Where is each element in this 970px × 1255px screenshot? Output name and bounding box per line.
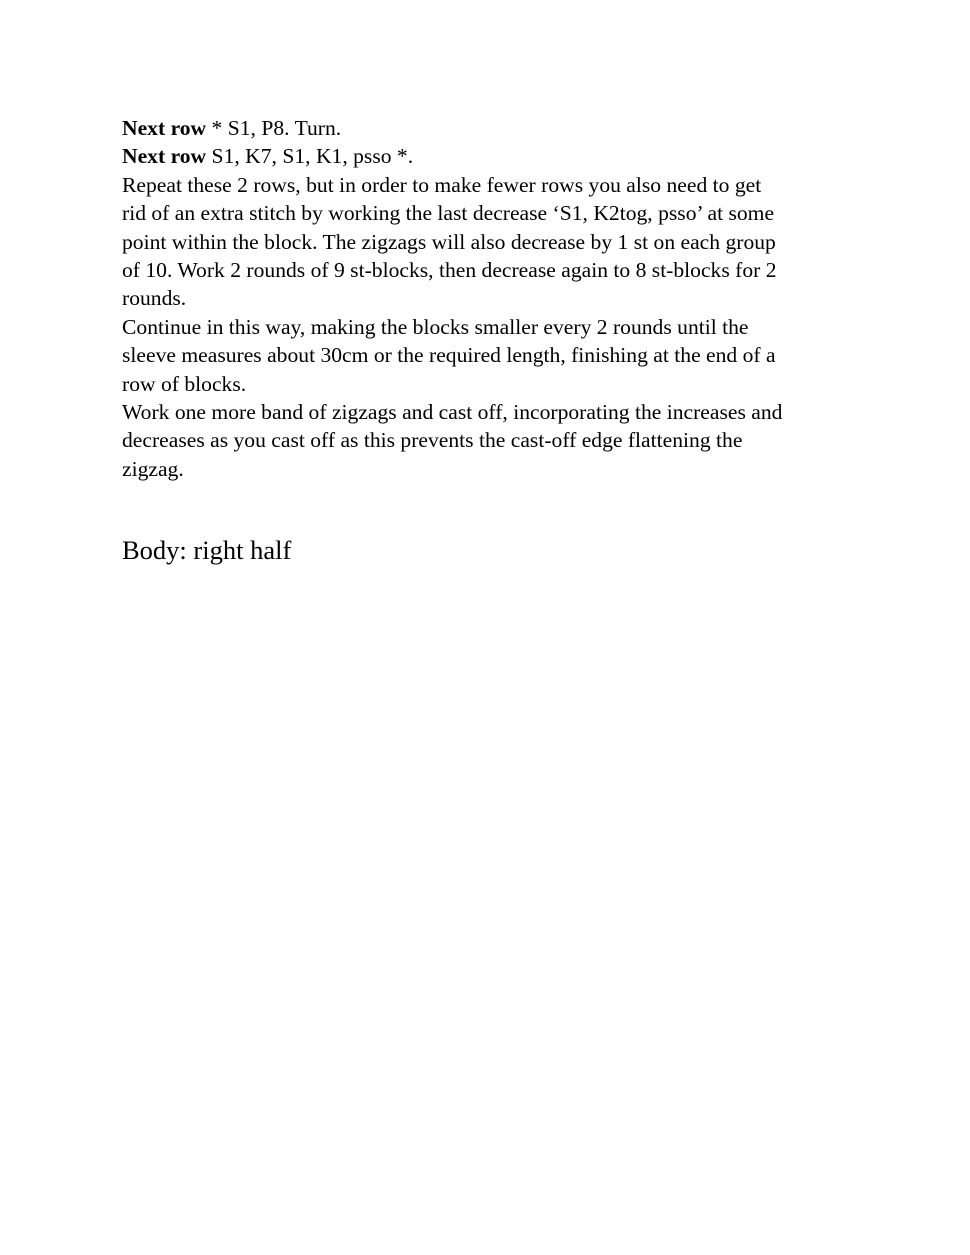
instruction-line xyxy=(122,142,852,170)
paragraph-line: row of blocks. xyxy=(122,371,247,396)
section-heading: Body: right half xyxy=(122,535,292,565)
instruction-text: S1, K7, S1, K1, psso *. xyxy=(206,144,414,169)
paragraph-line: of 10. Work 2 rounds of 9 st-blocks, then decrease again to 8 st-blocks for 2 xyxy=(122,258,777,283)
instruction-text: * S1, P8. Turn. xyxy=(206,116,342,140)
paragraph-line: Work one more band of zigzags and cast off, incorporating the increases and xyxy=(122,400,783,425)
paragraph-cast-off xyxy=(122,398,852,483)
paragraph-line: Repeat these 2 rows, but in order to make fewer rows you also need to get xyxy=(122,172,762,197)
paragraph-repeat xyxy=(122,171,852,313)
document-body xyxy=(122,114,852,483)
paragraph-line: rid of an extra stitch by working the last decrease ‘S1, K2tog, psso’ at some xyxy=(122,201,775,226)
paragraph-line: rounds. xyxy=(122,286,187,311)
paragraph-line: decreases as you cast off as this prevents the cast-off edge flattening the xyxy=(122,428,743,453)
instruction-line xyxy=(122,114,852,142)
paragraph-line: zigzag. xyxy=(122,456,184,481)
paragraph-continue xyxy=(122,313,852,398)
paragraph-line: Continue in this way, making the blocks smaller every 2 rounds until the xyxy=(122,314,749,339)
instruction-label: Next row xyxy=(122,116,207,140)
paragraph-line: point within the block. The zigzags will also decrease by 1 st on each group xyxy=(122,229,776,254)
paragraph-line: sleeve measures about 30cm or the required length, finishing at the end of a xyxy=(122,343,776,368)
instruction-label: Next row xyxy=(122,144,207,169)
